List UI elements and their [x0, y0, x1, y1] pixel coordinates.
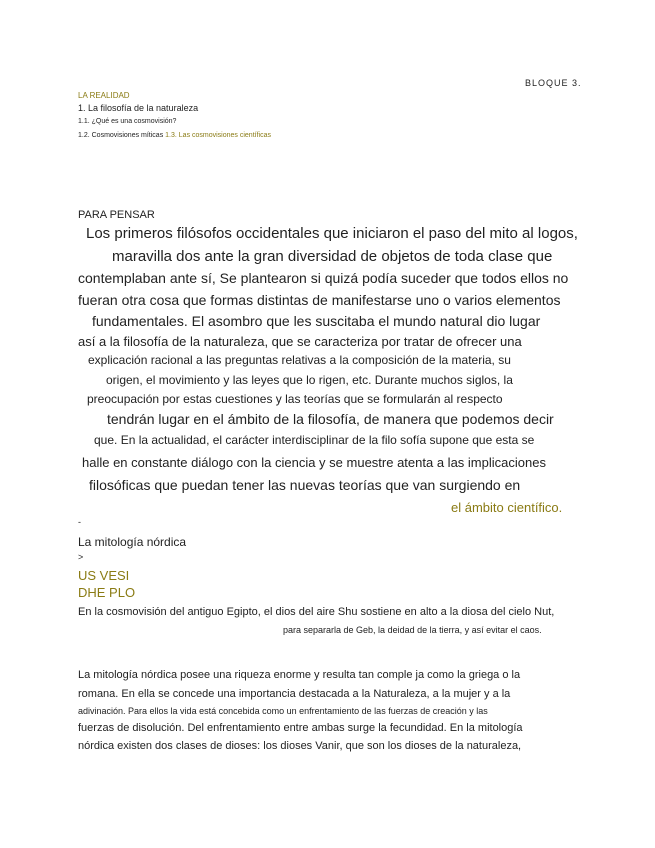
index-item-1-2-3 [78, 132, 271, 139]
para-pensar-line: maravilla dos ante la gran diversidad de objetos de toda clase que [112, 248, 553, 265]
para-pensar-line: halle en constante diálogo con la ciencia y se muestre atenta a las implicaciones [82, 455, 546, 470]
section-realidad: LA REALIDAD [78, 91, 130, 100]
para-pensar-heading: PARA PENSAR [78, 209, 155, 221]
para-pensar-line: el ámbito científico. [451, 500, 563, 515]
arrow-marker: > [78, 552, 84, 562]
para-pensar-line: filosóficas que puedan tener las nuevas teorías que van surgiendo en [89, 477, 521, 493]
para-pensar-line: Los primeros filósofos occidentales que iniciaron el paso del mito al logos, [86, 225, 578, 242]
mitologia-paragraph-line: romana. En ella se concede una importancia destacada a la Naturaleza, a la mujer y a la [78, 688, 511, 700]
separator-dash: - [78, 517, 81, 527]
para-pensar-line: contemplaban ante sí, Se plantearon si quizá podía suceder que todos ellos no [78, 270, 569, 286]
bloque-label: BLOQUE 3. [525, 78, 582, 88]
mitologia-title: La mitología nórdica [78, 535, 187, 549]
image-caption-line-1: En la cosmovisión del antiguo Egipto, el dios del aire Shu sostiene en alto a la diosa del cielo Nut, [78, 606, 555, 618]
mitologia-paragraph-line: fuerzas de disolución. Del enfrentamiento entre ambas surge la fecundidad. En la mitología [78, 722, 523, 734]
para-pensar-line: así a la filosofía de la naturaleza, que se caracteriza por tratar de ofrecer una [78, 334, 522, 349]
index-item-1-2: 1.2. Cosmovisiones míticas [78, 132, 164, 139]
us-vesi-label: US VESI [78, 568, 130, 583]
mitologia-paragraph-line: nórdica existen dos clases de dioses: los dioses Vanir, que son los dioses de la naturaleza, [78, 740, 522, 752]
dhe-plo-label: DHE PLO [78, 585, 136, 600]
index-item-1-1: 1.1. ¿Qué es una cosmovisión? [78, 118, 177, 125]
para-pensar-line: fueran otra cosa que formas distintas de manifestarse uno o varios elementos [78, 292, 561, 308]
para-pensar-line: que. En la actualidad, el carácter interdisciplinar de la filo sofía supone que esta se [94, 433, 535, 447]
image-caption-line-2: para separarla de Geb, la deidad de la tierra, y así evitar el caos. [283, 625, 542, 635]
para-pensar-line: explicación racional a las preguntas relativas a la composición de la materia, su [88, 353, 511, 367]
index-item-1-3: 1.3. Las cosmovisiones científicas [165, 132, 271, 139]
para-pensar-line: preocupación por estas cuestiones y las teorías que se formularán al respecto [87, 392, 503, 406]
index-item-1: 1. La filosofía de la naturaleza [78, 103, 199, 113]
para-pensar-line: origen, el movimiento y las leyes que lo rigen, etc. Durante muchos siglos, la [106, 373, 513, 387]
para-pensar-line: tendrán lugar en el ámbito de la filosofía, de manera que podemos decir [107, 411, 554, 427]
para-pensar-line: fundamentales. El asombro que les suscitaba el mundo natural dio lugar [92, 313, 541, 329]
mitologia-paragraph-line: adivinación. Para ellos la vida está concebida como un enfrentamiento de las fuerzas de creación y las [78, 706, 488, 716]
mitologia-paragraph-line: La mitología nórdica posee una riqueza enorme y resulta tan comple ja como la griega o la [78, 669, 521, 681]
